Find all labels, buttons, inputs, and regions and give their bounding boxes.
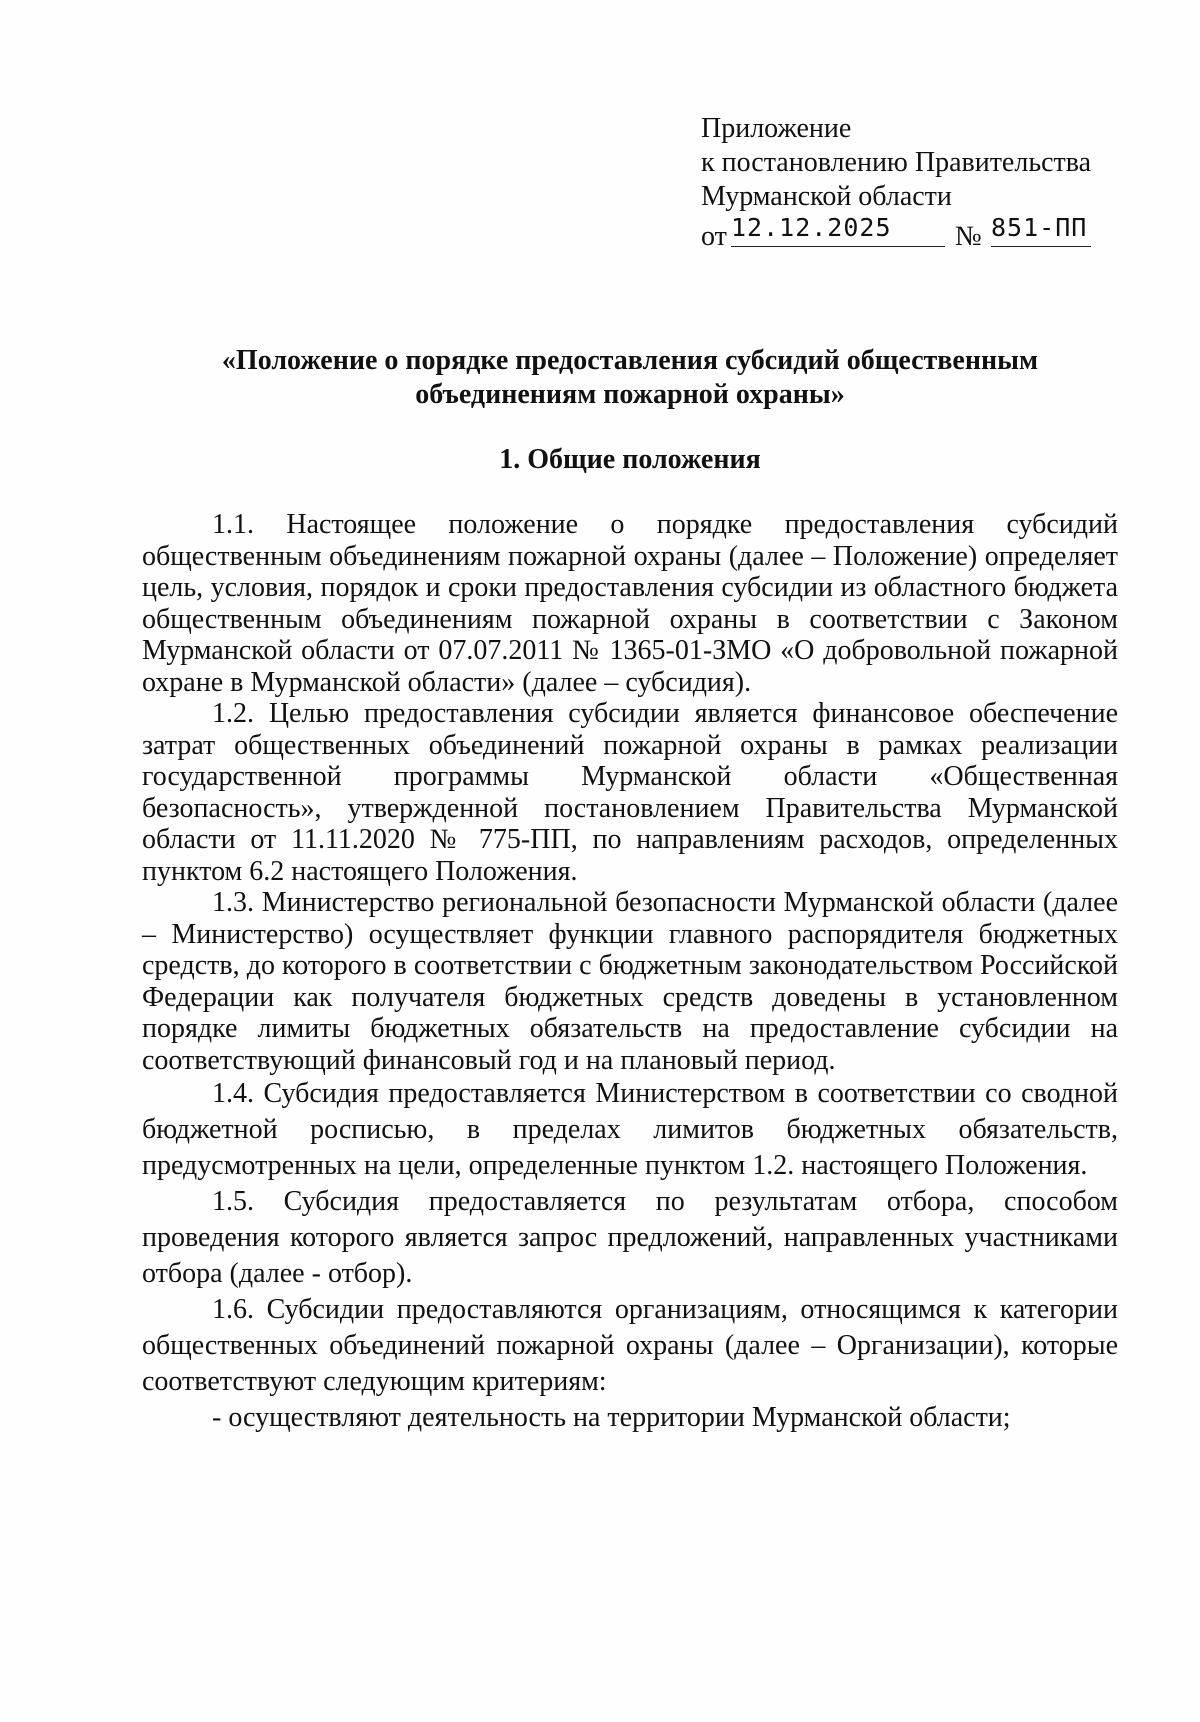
paragraph-1-1: 1.1. Настоящее положение о порядке предоставления субсидий общественным объединениям пожарной охраны (далее – Положение) определяет цель, условия, порядок и сроки предоставления субсидии из областного бюджета общественным объединениям пожарной охраны в соответствии с Законом Мурманской области от 07.07.2011 № 1365-01-ЗМО «О добровольной пожарной охране в Мурманской области» (далее – субсидия). — [142, 509, 1118, 698]
criterion-item: - осуществляют деятельность на территории Мурманской области; — [212, 1402, 1011, 1433]
appendix-resolution-line: к постановлению Правительства — [701, 147, 1092, 178]
resolution-number: 851-ПП — [991, 214, 1091, 247]
paragraph-1-2: 1.2. Целью предоставления субсидии является финансовое обеспечение затрат общественных объединений пожарной охраны в рамках реализации государственной программы Мурманской области «Общественная безопасность», утвержденной постановлением Правительства Мурманской области от 11.11.2020 № 775-ПП, по направлениям расходов, определенных пунктом 6.2 настоящего Положения. — [142, 698, 1118, 887]
appendix-header — [701, 112, 1121, 252]
document-title-line-2: объединениям пожарной охраны» — [415, 379, 845, 410]
appendix-date-number-row — [701, 213, 1121, 252]
paragraph-1-5: 1.5. Субсидия предоставляется по результатам отбора, способом проведения которого является запрос предложений, направленных участниками отбора (далее - отбор). — [142, 1186, 1118, 1289]
document-title — [140, 344, 1120, 412]
appendix-label: Приложение — [701, 113, 852, 144]
document-body — [142, 509, 1118, 1436]
number-prefix: № — [955, 221, 982, 252]
appendix-region-line: Мурманской области — [701, 181, 952, 212]
paragraph-1-3: 1.3. Министерство региональной безопасности Мурманской области (далее – Министерство) осуществляет функции главного распорядителя бюджетных средств, до которого в соответствии с бюджетным законодательством Российской Федерации как получателя бюджетных средств доведены в установленном порядке лимиты бюджетных обязательств на предоставление субсидии на соответствующий финансовый год и на плановый период. — [142, 887, 1118, 1076]
paragraph-1-4: 1.4. Субсидия предоставляется Министерством в соответствии со сводной бюджетной росписью, в пределах лимитов бюджетных обязательств, предусмотренных на цели, определенные пунктом 1.2. настоящего Положения. — [142, 1078, 1118, 1181]
section-title: 1. Общие положения — [499, 444, 761, 475]
paragraph-1-6: 1.6. Субсидии предоставляются организациям, относящимся к категории общественных объединений пожарной охраны (далее – Организации), которые соответствуют следующим критериям: — [142, 1294, 1118, 1397]
document-title-line-1: «Положение о порядке предоставления субсидий общественным — [221, 345, 1039, 376]
date-prefix: от — [701, 221, 727, 252]
resolution-date: 12.12.2025 — [731, 214, 945, 247]
